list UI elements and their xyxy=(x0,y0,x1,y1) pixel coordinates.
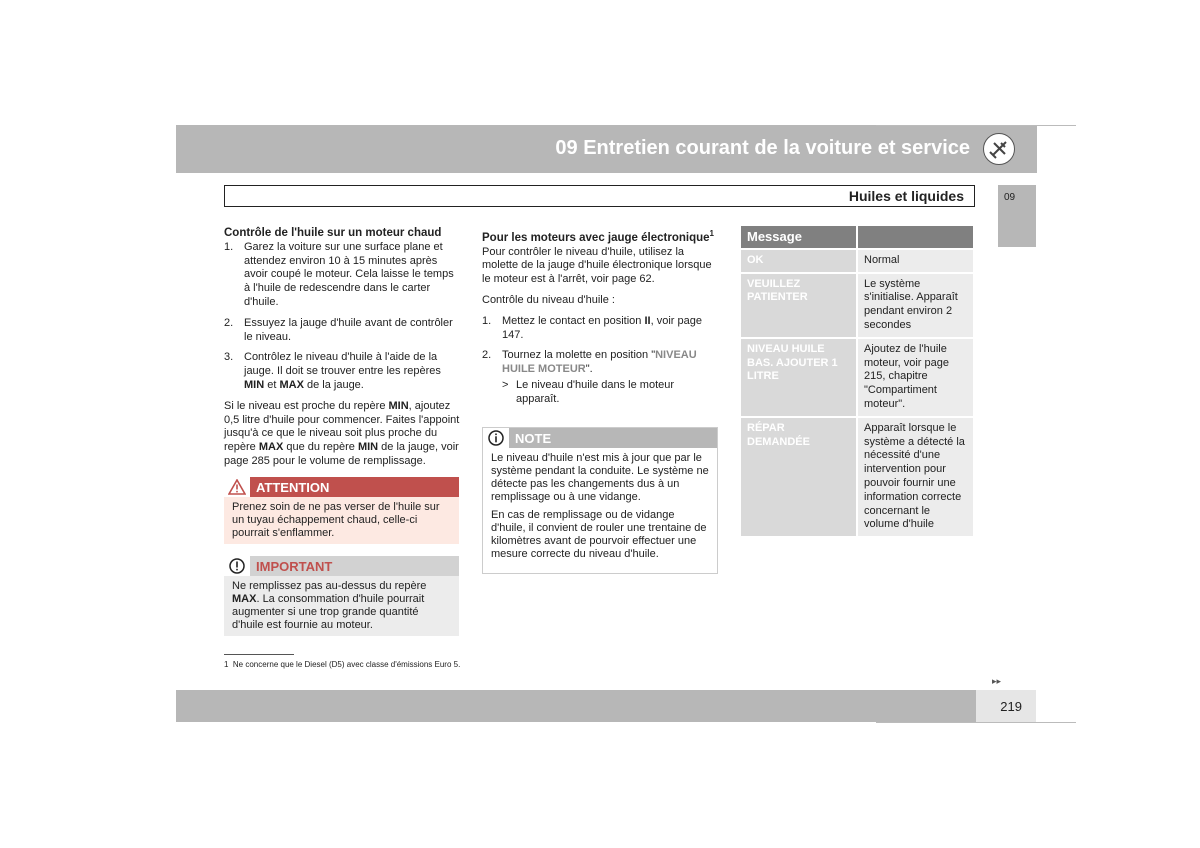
note-label: NOTE xyxy=(515,430,552,446)
table-row: OK Normal xyxy=(741,250,973,272)
list-text: Contrôlez le niveau d'huile à l'aide de la jauge. Il doit se trouver entre les repères MIN et MAX de la jauge. xyxy=(244,351,441,391)
table-row: NIVEAU HUILE BAS. AJOUTER 1 LITRE Ajoutez de l'huile moteur, voir page 215, chapitre "Compartiment moteur". xyxy=(741,339,973,416)
attention-box xyxy=(224,477,459,544)
table-row: VEUILLEZ PATIENTER Le système s'initialise. Apparaît pendant environ 2 secondes xyxy=(741,274,973,337)
page-number: 219 xyxy=(1000,699,1022,714)
attention-text: Prenez soin de ne pas verser de l'huile sur un tuyau échappement chaud, celle-ci pourrait s'enflammer. xyxy=(232,501,440,539)
footnote-rule xyxy=(224,654,294,655)
table-header-empty xyxy=(858,226,973,248)
header-rule xyxy=(876,125,1076,126)
note-box xyxy=(482,427,718,574)
important-box xyxy=(224,556,459,636)
continue-arrows-icon: ▸▸ xyxy=(992,676,1002,686)
section-heading: Contrôle de l'huile sur un moteur chaud xyxy=(224,227,442,239)
side-tab-label: 09 xyxy=(1004,192,1016,203)
important-text: Ne remplissez pas au-dessus du repère MAX. La consommation d'huile pourrait augmenter si une trop grande quantité d'huile est fournie au moteur. xyxy=(232,580,427,631)
list-item: 2. Tournez la molette en position "NIVEAU HUILE MOTEUR". xyxy=(482,349,697,376)
info-icon xyxy=(483,428,509,448)
chapter-title: 09 Entretien courant de la voiture et service xyxy=(555,137,970,159)
list-text: Essuyez la jauge d'huile avant de contrôler le niveau. xyxy=(244,316,453,343)
warning-triangle-icon xyxy=(224,477,250,497)
table-header: Message xyxy=(741,226,856,248)
message-table xyxy=(739,224,975,538)
paragraph: Si le niveau est proche du repère MIN, ajoutez 0,5 litre d'huile pour commencer. Faites l'appoint jusqu'à ce que le niveau soit plus proche du repère MAX que du repère MIN de la jauge, voir page 285 pour le volume de remplissage. xyxy=(224,399,460,467)
footnote: 1 Ne concerne que le Diesel (D5) avec classe d'émissions Euro 5. xyxy=(224,660,461,669)
table-row: RÉPAR DEMANDÉE Apparaît lorsque le système a détecté la nécessité d'une intervention pour pouvoir fournir une information correcte concernant le volume d'huile xyxy=(741,418,973,536)
list-number: 3. xyxy=(224,351,234,364)
list-item xyxy=(224,317,460,345)
exclamation-circle-icon xyxy=(224,556,250,576)
wrench-icon xyxy=(983,133,1015,165)
list-item: 1. Mettez le contact en position II, voir page 147. xyxy=(482,314,702,341)
paragraph: Pour contrôler le niveau d'huile, utilisez la molette de la jauge d'huile électronique lorsque le moteur est à l'arrêt, voir page 62. xyxy=(482,245,712,286)
note-text: Le niveau d'huile n'est mis à jour que par le système pendant la conduite. Le système ne détecte pas les changements dus à un remplissage ou à une vidange. En cas de remplissage ou de vidange d'huile, il convient de rouler une trentaine de kilomètres avant de pourvoir effectuer une mesure correcte du niveau d'huile. xyxy=(491,452,709,560)
list-text: Garez la voiture sur une surface plane et attendez environ 10 à 15 minutes après avoir coupé le moteur. Cela laisse le temps à l'huile de redescendre dans le carter d'huile. xyxy=(244,240,454,308)
section-header xyxy=(224,185,975,207)
section-heading: Pour les moteurs avec jauge électronique$^1$ xyxy=(482,229,714,244)
paragraph: Contrôle du niveau d'huile : xyxy=(482,294,615,307)
column-middle xyxy=(482,227,718,414)
section-title: Huiles et liquides xyxy=(848,188,964,204)
footer-rule xyxy=(876,722,1076,723)
list-number: 1. xyxy=(224,240,234,253)
list-number: 2. xyxy=(224,316,234,329)
attention-label: ATTENTION xyxy=(256,479,330,495)
list-result: > Le niveau d'huile dans le moteur apparaît. xyxy=(502,379,675,405)
important-label: IMPORTANT xyxy=(256,558,333,574)
list-item xyxy=(224,241,460,310)
column-left xyxy=(224,227,460,476)
list-item xyxy=(224,351,460,392)
footer-band xyxy=(176,690,976,722)
